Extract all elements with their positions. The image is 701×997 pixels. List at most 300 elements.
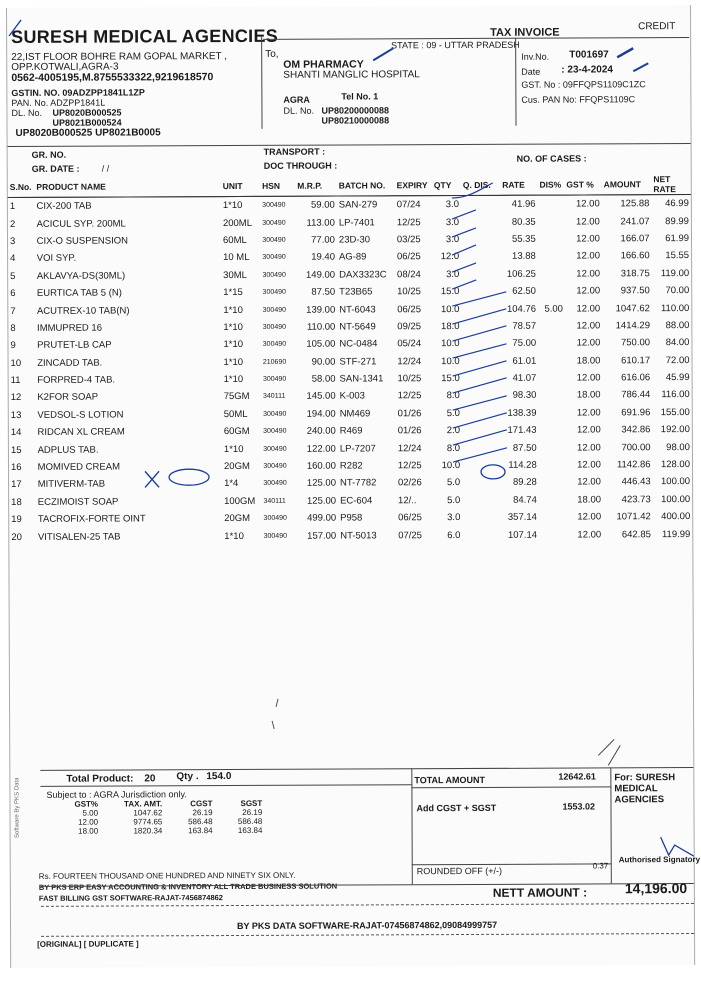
cell-net: 110.00 — [660, 302, 690, 314]
cell-unit: 1*10 — [223, 374, 244, 386]
cell-qty: 8.0 — [446, 442, 461, 454]
gst-summary-cell: 163.84 — [237, 825, 263, 835]
cell-rate: 87.50 — [512, 442, 537, 454]
cell-name: EURTICA TAB 5 (N) — [36, 287, 122, 300]
cell-gst: 18.00 — [576, 389, 601, 401]
cell-hsn: 300490 — [263, 514, 287, 523]
cell-exp: 12/24 — [397, 355, 422, 367]
cell-amt: 241.07 — [620, 215, 650, 227]
company-address-line2: OPP.KOTWALI,AGRA-3 — [11, 61, 119, 73]
cell-exp: 01/26 — [397, 425, 422, 437]
company-dl-3: UP8020B000525 UP8021B0005 — [15, 127, 161, 139]
invoice-page — [6, 5, 701, 968]
cell-hsn: 300490 — [263, 410, 287, 418]
cell-sn: 18 — [11, 496, 22, 508]
gst-summary-cell: 9774.65 — [133, 817, 163, 827]
cell-unit: 100GM — [224, 495, 256, 507]
cell-sn: 3 — [9, 235, 16, 247]
cell-net: 400.00 — [661, 511, 691, 523]
cell-mrp: 194.00 — [306, 408, 336, 420]
cell-batch: R469 — [339, 425, 363, 437]
cell-name: MITIVERM-TAB — [37, 479, 106, 491]
gst-summary-cell: 586.48 — [188, 817, 213, 827]
cell-net: 72.00 — [665, 354, 690, 366]
cell-amt: 1414.29 — [615, 320, 650, 332]
cell-qdis — [461, 195, 500, 213]
cell-qty: 10.0 — [441, 338, 460, 350]
cell-gst: 12.00 — [577, 529, 602, 541]
cell-mrp: 110.00 — [306, 321, 336, 333]
col-batch: BATCH NO. — [337, 175, 395, 196]
cell-gst: 12.00 — [576, 320, 601, 332]
cell-hsn: 300490 — [263, 532, 287, 540]
state-label: STATE : 09 - UTTAR PRADESH — [391, 39, 520, 51]
cell-exp: 12/24 — [397, 442, 422, 454]
cell-qdis — [461, 300, 500, 318]
cell-batch: NT-7782 — [339, 477, 377, 489]
invoice-no: T001697 — [569, 49, 609, 61]
cell-gst: 12.00 — [577, 476, 601, 488]
cell-amt: 318.75 — [620, 267, 650, 280]
cell-qdis — [462, 387, 501, 405]
cell-net: 119.99 — [661, 528, 691, 540]
cell-rate: 107.14 — [507, 529, 538, 541]
cell-hsn: 300490 — [262, 236, 286, 244]
cell-name: AKLAVYA-DS(30ML) — [36, 270, 126, 282]
no-of-cases-label: NO. OF CASES : — [516, 153, 587, 164]
cell-qdis — [462, 526, 501, 544]
cell-gst: 12.00 — [576, 372, 601, 384]
cell-mrp: 90.00 — [311, 356, 336, 368]
cell-sn: 1 — [9, 201, 16, 213]
cell-batch: SAN-1341 — [339, 373, 384, 385]
gst-summary-col-rate: GST% — [74, 799, 99, 809]
cell-name: PRUTET-LB CAP — [37, 339, 112, 352]
cell-amt: 700.00 — [621, 441, 651, 453]
cell-net: 155.00 — [660, 406, 690, 419]
col-amount: AMOUNT — [602, 174, 652, 195]
cell-batch: NC-0484 — [339, 338, 378, 350]
cell-mrp: 58.00 — [311, 373, 336, 385]
cell-hsn: 300490 — [263, 462, 287, 470]
cell-gst: 12.00 — [576, 250, 601, 262]
jurisdiction: Subject to : AGRA Jurisdiction only. — [46, 789, 187, 800]
total-qty-value: 154.0 — [206, 771, 232, 783]
cell-rate: 171.43 — [507, 424, 537, 437]
cell-qty: 8.0 — [446, 390, 460, 402]
cell-mrp: 125.00 — [306, 478, 337, 490]
buyer-name: OM PHARMACY — [283, 58, 364, 71]
cell-amt: 166.60 — [620, 250, 650, 262]
gst-summary-col-tax: TAX. AMT. — [124, 799, 163, 809]
cell-dis — [538, 283, 565, 301]
cell-rate: 61.01 — [512, 355, 537, 367]
cell-amt: 1071.42 — [616, 511, 651, 523]
cell-qty: 10.0 — [441, 460, 461, 472]
cell-unit: 60GM — [223, 426, 250, 438]
cell-rate: 106.25 — [506, 268, 536, 280]
cell-qdis — [462, 474, 501, 492]
cell-net: 61.99 — [665, 232, 690, 245]
cell-rate: 62.50 — [512, 285, 536, 297]
cell-qdis — [462, 352, 501, 370]
cell-sn: 12 — [10, 392, 22, 404]
company-address-line1: 22,IST FLOOR BOHRE RAM GOPAL MARKET , — [11, 51, 228, 63]
gst-summary-cell: 1047.62 — [133, 808, 163, 818]
cell-dis — [539, 526, 566, 544]
cell-mrp: 160.00 — [306, 460, 336, 472]
col-net-rate: NET RATE — [651, 174, 691, 195]
company-pan: PAN. No. ADZPP1841L — [11, 97, 106, 108]
cell-unit: 1*10 — [223, 321, 243, 333]
total-product-label: Total Product: — [66, 773, 134, 785]
cell-name: RIDCAN XL CREAM — [37, 426, 125, 439]
cell-amt: 1142.86 — [616, 459, 651, 471]
cell-batch: NT-6043 — [339, 303, 376, 316]
cell-dis — [538, 352, 565, 370]
cell-net: 84.00 — [665, 337, 690, 349]
cell-hsn: 340111 — [262, 393, 286, 401]
cell-hsn: 300490 — [263, 445, 287, 453]
cell-batch: AG-89 — [338, 251, 367, 263]
cell-hsn: 300490 — [262, 288, 286, 297]
cell-name: IMMUPRED 16 — [37, 322, 102, 334]
total-product-value: 20 — [144, 773, 156, 785]
cell-qty: 5.0 — [446, 477, 461, 489]
invoice-cus-pan: Cus. PAN No: FFQPS1109C — [521, 94, 636, 105]
cell-rate: 138.39 — [507, 407, 537, 419]
cell-qty: 15.0 — [441, 373, 460, 385]
cell-batch: STF-271 — [339, 356, 377, 368]
cell-unit: 20GM — [224, 513, 251, 525]
cell-net: 119.00 — [660, 267, 690, 279]
cell-net: 100.00 — [661, 493, 691, 505]
cell-dis — [538, 317, 565, 335]
cell-sn: 10 — [10, 357, 22, 369]
company-dl-2: UP8021B000524 — [52, 117, 122, 128]
cell-batch: NM469 — [339, 408, 371, 420]
gr-date: GR. DATE : — [31, 163, 80, 174]
cell-rate: 13.88 — [512, 251, 536, 263]
cell-qdis — [461, 231, 500, 249]
add-gst-value: 1553.02 — [562, 801, 596, 812]
company-name: SURESH MEDICAL AGENCIES — [11, 25, 279, 47]
cell-name: ECZIMOIST SOAP — [37, 496, 119, 508]
cell-unit: 50ML — [223, 408, 248, 420]
cell-gst: 12.00 — [576, 215, 600, 228]
cell-qty: 15.0 — [440, 286, 460, 298]
company-phones: 0562-4005195,M.8755533322,9219618570 — [11, 71, 214, 84]
cell-sn: 8 — [10, 322, 16, 334]
for-company-3: AGENCIES — [614, 794, 665, 806]
cell-amt: 342.86 — [621, 424, 651, 436]
cell-net: 89.99 — [665, 215, 689, 227]
cell-dis — [538, 404, 565, 422]
cell-sn: 9 — [10, 340, 16, 352]
cell-qdis — [461, 318, 500, 336]
cell-unit: 1*4 — [224, 478, 239, 490]
cell-batch: LP-7207 — [339, 443, 376, 455]
cell-dis — [538, 387, 565, 405]
gst-summary-cell: 12.00 — [78, 817, 99, 827]
cell-qty: 5.0 — [446, 407, 460, 419]
cell-exp: 07/25 — [398, 529, 422, 541]
cell-unit: 1*10 — [224, 530, 244, 542]
software-line-2: FAST BILLING GST SOFTWARE-RAJAT-7456874862 — [38, 893, 223, 903]
cell-rate: 75.00 — [512, 338, 537, 350]
cell-amt: 750.00 — [620, 337, 651, 349]
gst-summary-cell: 586.48 — [237, 816, 263, 826]
buyer-to: To, — [265, 48, 279, 60]
cell-amt: 610.17 — [621, 354, 651, 367]
cell-gst: 12.00 — [576, 337, 601, 349]
cell-mrp: 59.00 — [310, 199, 335, 211]
cell-mrp: 125.00 — [306, 495, 337, 507]
invoice-gst-no: GST. No : 09FFQPS1109C1ZC — [521, 79, 646, 90]
cell-net: 192.00 — [660, 424, 690, 436]
cell-qdis — [462, 439, 501, 457]
cell-qdis — [461, 213, 500, 231]
cell-rate: 104.76 — [506, 303, 537, 315]
cell-name: VOI SYP. — [36, 253, 77, 265]
cell-unit: 75GM — [223, 391, 250, 403]
gst-summary-cell: 1820.34 — [133, 826, 163, 836]
cell-qdis — [461, 265, 500, 283]
cell-batch: NT-5649 — [339, 321, 376, 333]
cell-sn: 11 — [10, 375, 21, 387]
cell-qty: 3.0 — [445, 199, 460, 211]
cell-net: 46.99 — [665, 198, 689, 210]
cell-gst: 12.00 — [577, 459, 601, 471]
cell-amt: 446.43 — [621, 476, 651, 488]
cell-mrp: 145.00 — [306, 391, 336, 403]
cell-gst: 12.00 — [577, 511, 602, 523]
cell-qdis — [462, 457, 501, 475]
cell-hsn: 300490 — [262, 271, 286, 279]
cell-hsn: 300490 — [262, 323, 287, 331]
cell-unit: 1*15 — [223, 287, 243, 299]
company-gstin: GSTIN. NO. 09ADZPP1841L1ZP — [11, 87, 145, 98]
cell-mrp: 87.50 — [311, 286, 336, 298]
cell-gst: 12.00 — [576, 302, 601, 315]
cell-unit: 10 ML — [223, 252, 250, 264]
cell-batch: EC-604 — [340, 495, 373, 507]
col-unit: UNIT — [221, 176, 260, 197]
cell-qdis — [462, 335, 501, 353]
cell-mrp: 139.00 — [306, 304, 336, 316]
col-rate: RATE — [500, 175, 537, 196]
gst-summary-cell: 18.00 — [78, 826, 99, 836]
cell-rate: 84.74 — [513, 494, 537, 506]
cell-hsn: 340111 — [263, 497, 286, 505]
invoice-date: : 23-4-2024 — [561, 64, 614, 76]
cell-sn: 17 — [11, 479, 22, 491]
col-sno: S.No. — [8, 177, 35, 198]
cell-exp: 12/25 — [396, 216, 421, 228]
cell-batch: 23D-30 — [338, 234, 371, 246]
cell-hsn: 300490 — [263, 480, 287, 488]
cell-hsn: 300490 — [262, 341, 287, 349]
cell-amt: 642.85 — [621, 528, 651, 540]
cell-qty: 5.0 — [447, 494, 461, 506]
cell-batch: DAX3323C — [339, 269, 387, 281]
gst-summary-cell: 5.00 — [82, 808, 99, 818]
buyer-hospital: SHANTI MANGLIC HOSPITAL — [283, 69, 420, 81]
cell-exp: 06/25 — [397, 303, 421, 315]
cell-amt: 691.96 — [621, 407, 651, 419]
cell-gst: 18.00 — [577, 494, 602, 506]
gst-summary-cell: 163.84 — [188, 826, 213, 836]
cell-sn: 5 — [10, 270, 16, 282]
table-row — [9, 525, 692, 545]
cell-exp: 03/25 — [396, 234, 421, 246]
cell-sn: 15 — [10, 444, 22, 456]
add-gst-label: Add CGST + SGST — [416, 802, 497, 814]
cell-dis — [539, 422, 566, 440]
cell-qty: 3.0 — [446, 268, 460, 280]
col-product: PRODUCT NAME — [34, 176, 220, 197]
cell-qdis — [462, 405, 501, 423]
cell-mrp: 113.00 — [306, 217, 335, 229]
total-amount-label: TOTAL AMOUNT — [414, 774, 486, 786]
gst-summary-cell: 26.19 — [242, 807, 263, 817]
cell-batch: T23B65 — [339, 286, 373, 298]
cell-sn: 20 — [11, 531, 22, 543]
cell-dis — [538, 195, 565, 213]
cell-unit: 1*10 — [223, 356, 244, 368]
transport-label: TRANSPORT : — [263, 146, 326, 157]
cell-name: ZINCADD TAB. — [37, 357, 103, 369]
cell-unit: 20GM — [223, 460, 250, 473]
cell-batch: SAN-279 — [338, 199, 378, 211]
gr-no: GR. NO. — [31, 149, 67, 160]
cell-name: VITISALEN-25 TAB — [37, 531, 121, 543]
cell-dis — [539, 439, 566, 457]
cell-unit: 60ML — [222, 234, 247, 247]
cell-hsn: 300490 — [262, 201, 286, 210]
cell-net: 45.99 — [665, 372, 690, 384]
cell-batch: P958 — [340, 512, 363, 524]
cell-mrp: 77.00 — [311, 234, 335, 246]
cell-name: CIX-200 TAB — [36, 200, 92, 213]
cell-dis — [538, 265, 565, 283]
invoice-date-label: Date — [521, 66, 541, 77]
cell-hsn: 300490 — [262, 306, 287, 314]
buyer-tel: Tel No. 1 — [341, 91, 379, 102]
cell-qty: 18.0 — [440, 320, 460, 333]
cell-mrp: 105.00 — [306, 338, 336, 351]
cell-exp: 09/25 — [397, 321, 422, 333]
cell-amt: 423.73 — [621, 494, 651, 506]
rounded-off-value: 0.37 — [592, 861, 609, 871]
gr-date-value: / / — [101, 163, 110, 174]
cell-batch: NT-5013 — [340, 529, 377, 542]
cell-gst: 12.00 — [576, 407, 601, 419]
cell-qty: 6.0 — [447, 529, 461, 541]
cell-dis — [538, 230, 565, 248]
buyer-dl-label: DL. No. — [283, 105, 314, 116]
cell-qty: 2.0 — [446, 425, 460, 437]
buyer-dl-1: UP80200000088 — [321, 105, 390, 116]
for-company-2: MEDICAL — [614, 783, 658, 795]
col-hsn: HSN — [260, 176, 295, 197]
cell-dis — [539, 456, 566, 474]
side-software-note: Software By PKS Data — [14, 777, 21, 838]
cell-rate: 41.96 — [511, 198, 536, 210]
cell-sn: 14 — [10, 427, 22, 439]
cell-dis — [538, 248, 565, 266]
cell-exp: 10/25 — [397, 373, 422, 385]
cell-hsn: 300490 — [262, 219, 286, 227]
cell-gst: 12.00 — [576, 285, 601, 297]
cell-batch: LP-7401 — [338, 216, 375, 229]
cell-name: ACUTREX-10 TAB(N) — [36, 304, 130, 317]
cell-exp: 06/25 — [396, 251, 421, 263]
col-qty: QTY — [432, 175, 461, 196]
gst-summary-row — [69, 826, 269, 836]
cell-exp: 08/24 — [397, 268, 421, 281]
gst-summary-cell: 26.19 — [192, 808, 213, 818]
col-expiry: EXPIRY — [395, 175, 432, 196]
cell-amt: 166.07 — [620, 233, 650, 245]
cell-qty: 3.0 — [445, 233, 460, 246]
cell-qdis — [462, 491, 501, 509]
gst-summary-col-sgst: SGST — [240, 798, 263, 808]
cell-qty: 3.0 — [445, 216, 460, 228]
cell-net: 100.00 — [660, 476, 691, 488]
for-company-1: For: SURESH — [614, 772, 676, 784]
cell-mrp: 19.40 — [311, 251, 336, 264]
total-amount-value: 12642.61 — [558, 771, 596, 782]
authorised-signatory: Authorised Signatory — [618, 854, 701, 865]
cell-sn: 13 — [10, 409, 22, 421]
cell-unit: 1*10 — [223, 339, 244, 351]
bottom-software-credit: BY PKS DATA SOFTWARE-RAJAT-07456874862,09084999757 — [236, 919, 498, 932]
cell-qty: 3.0 — [447, 512, 461, 524]
cell-mrp: 122.00 — [306, 443, 336, 455]
cell-net: 128.00 — [660, 459, 691, 471]
items-table — [8, 174, 693, 546]
cell-mrp: 240.00 — [306, 425, 336, 437]
cell-unit: 30ML — [223, 269, 247, 281]
cell-net: 15.55 — [665, 250, 690, 262]
buyer-dl-2: UP80210000088 — [321, 115, 390, 126]
cell-amt: 937.50 — [620, 285, 650, 297]
cell-unit: 200ML — [222, 217, 253, 229]
cell-mrp: 149.00 — [305, 269, 336, 281]
cell-name: TACROFIX-FORTE OINT — [37, 513, 146, 526]
cell-name: CIX-O SUSPENSION — [36, 235, 129, 247]
cell-qdis — [462, 370, 501, 388]
cell-rate: 80.35 — [511, 216, 536, 228]
rounded-off-label: ROUNDED OFF (+/-) — [416, 865, 503, 877]
col-gst: GST % — [564, 174, 601, 195]
cell-rate: 78.57 — [512, 320, 537, 332]
software-line-1: BY PKS ERP EASY ACCOUNTING & INVENTORY ALL TRADE BUSINESS SOLUTION — [38, 881, 338, 892]
cell-rate: 41.07 — [512, 372, 537, 384]
cell-gst: 12.00 — [576, 268, 601, 280]
cell-exp: 05/24 — [397, 338, 422, 350]
cell-rate: 55.35 — [511, 233, 536, 245]
company-dl-1: UP8020B000525 — [52, 107, 122, 118]
col-dis: DIS% — [537, 175, 564, 196]
cell-amt: 786.44 — [621, 389, 651, 401]
cell-qty: 12.0 — [440, 251, 460, 263]
cell-net: 88.00 — [665, 319, 690, 332]
cell-gst: 12.00 — [576, 233, 600, 245]
invoice-no-label: Inv.No. — [521, 51, 550, 62]
cell-hsn: 300490 — [262, 375, 287, 383]
